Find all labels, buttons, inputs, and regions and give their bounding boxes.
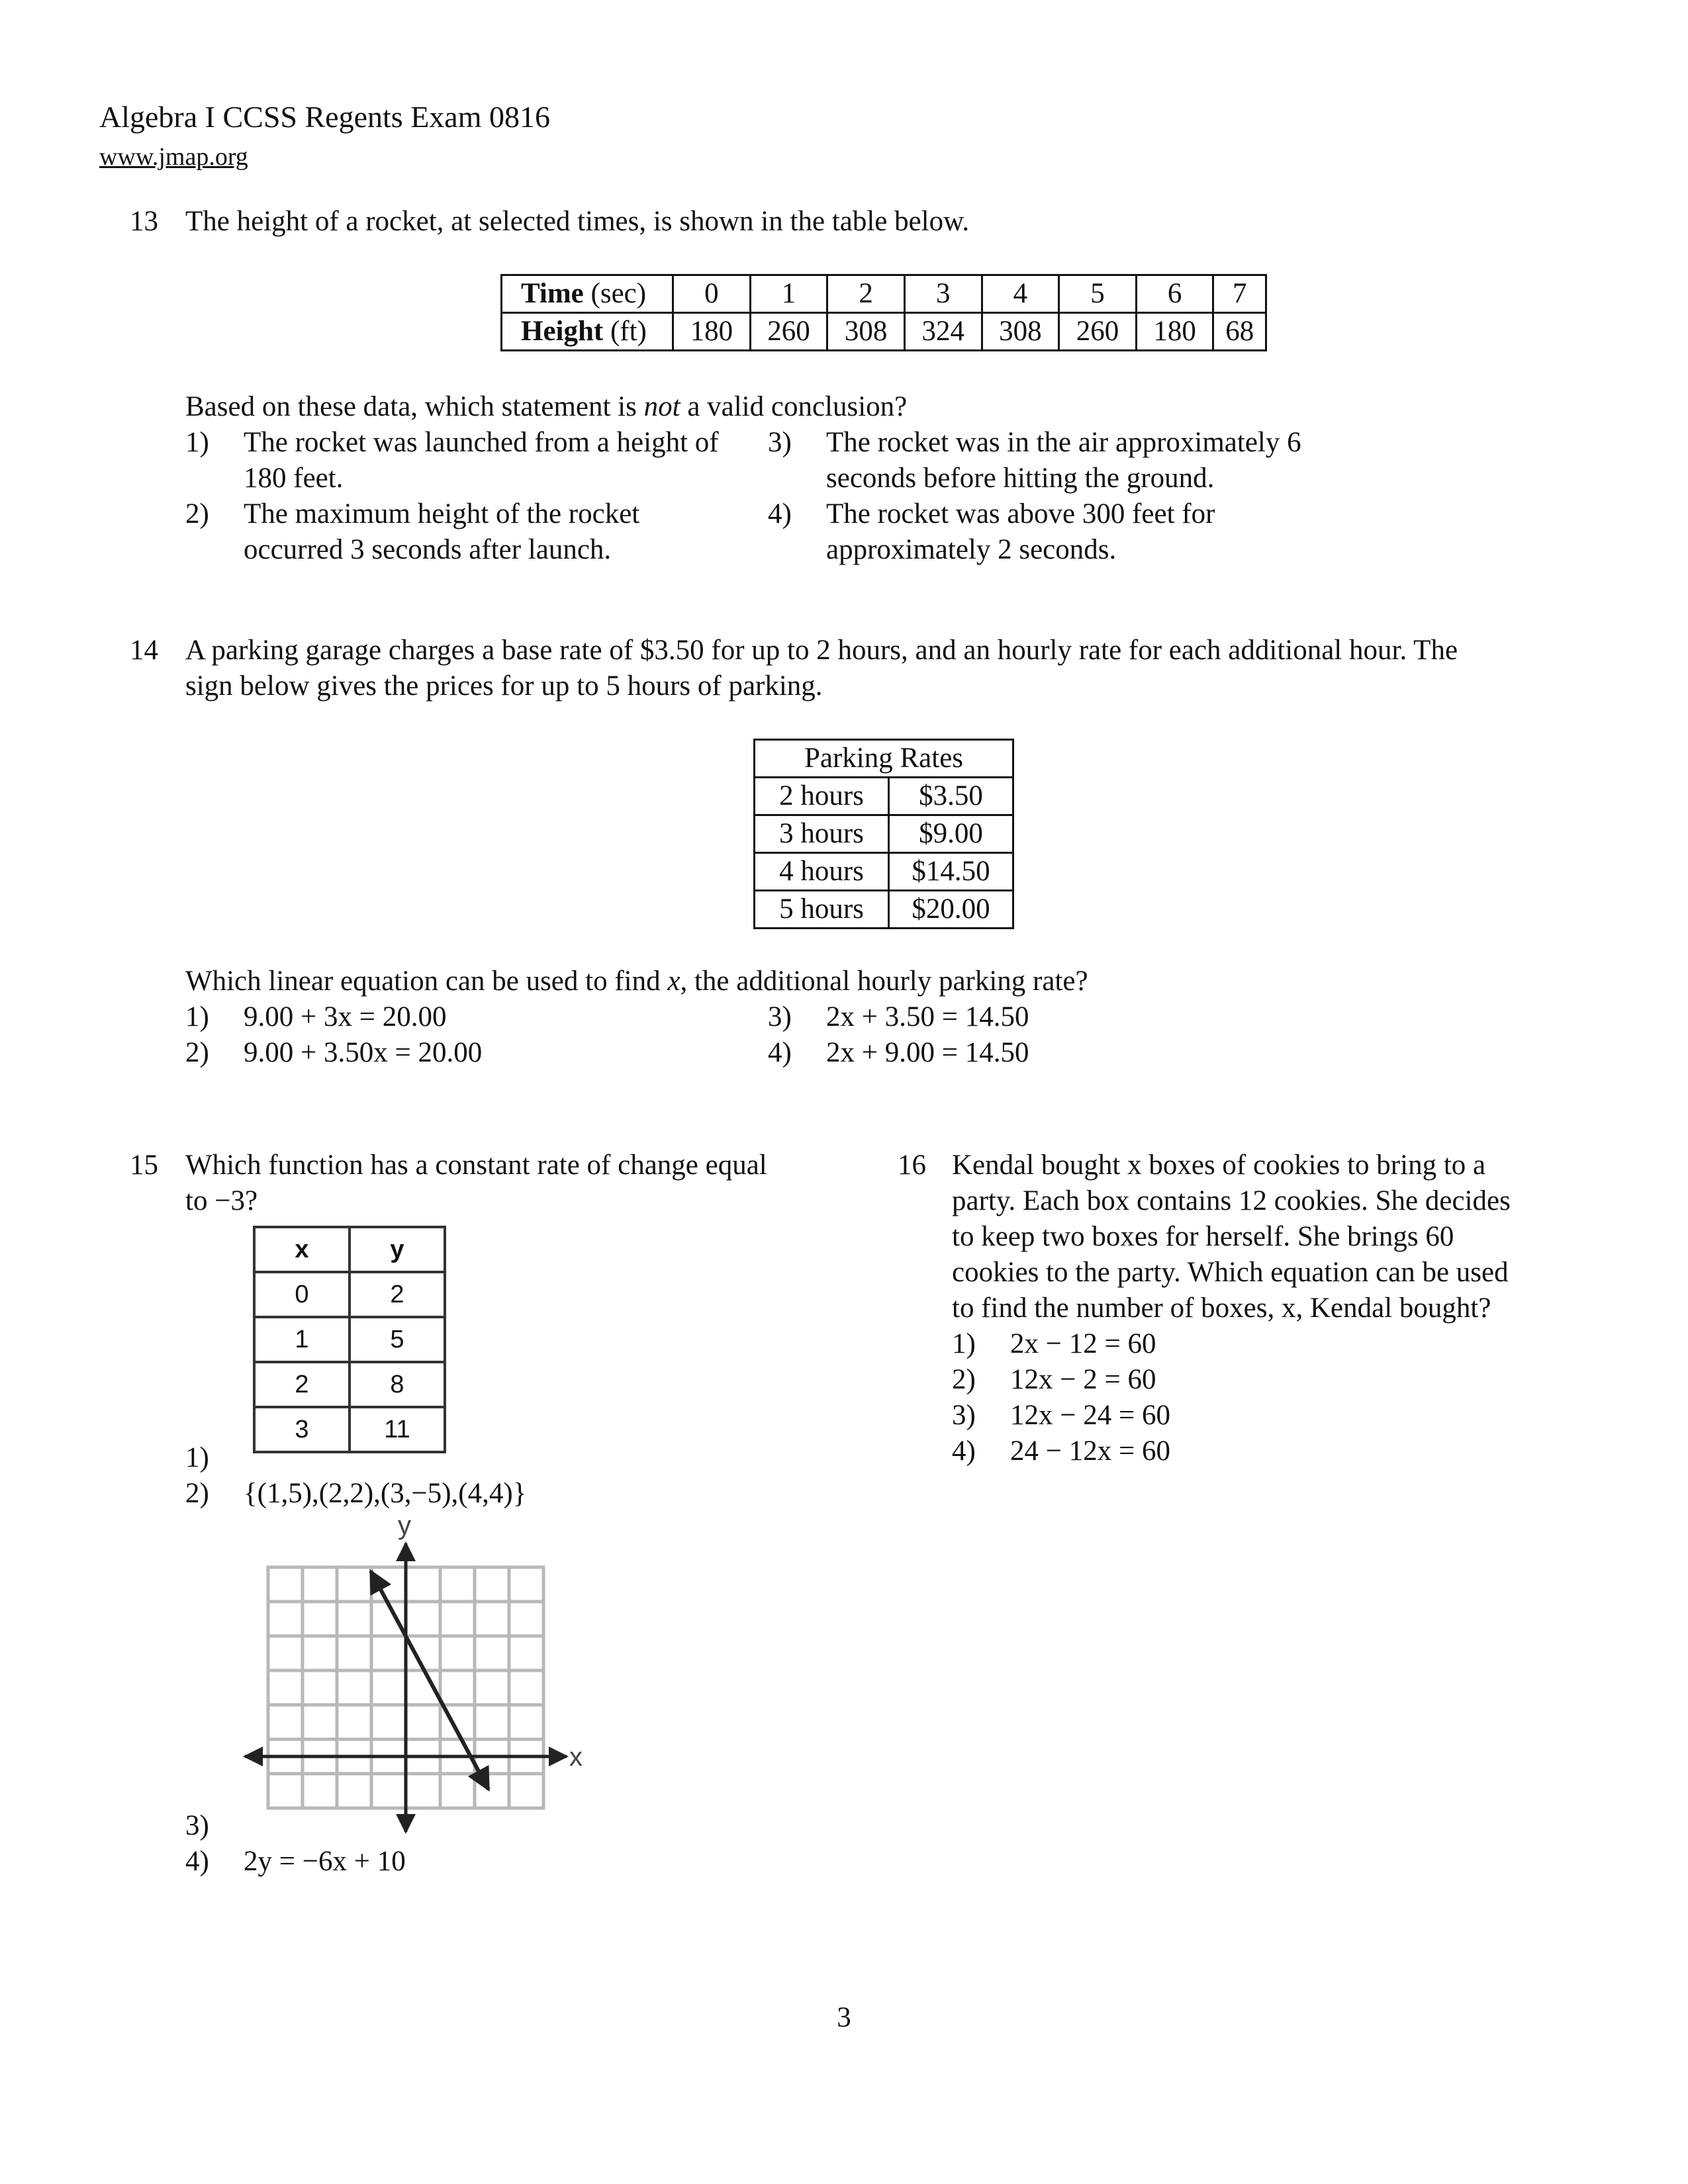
table-row: [755, 740, 1013, 778]
q15-choice-4: 2y = −6x + 10: [244, 1846, 406, 1877]
table-cell: $14.50: [889, 853, 1013, 891]
table-cell: 5: [350, 1317, 445, 1362]
table-row: [502, 275, 1266, 313]
table-cell: 6: [1136, 275, 1213, 313]
table-cell: $3.50: [889, 778, 1013, 815]
table-row: [755, 778, 1013, 815]
table-header-y: y: [350, 1227, 445, 1272]
table-cell: 0: [254, 1272, 350, 1317]
q14-choice-3: 2x + 3.50 = 14.50: [826, 1001, 1029, 1032]
q13-choice-3-line1: The rocket was in the air approximately 6: [826, 427, 1301, 458]
q16-choice-4-num: 4): [952, 1435, 976, 1467]
q16-choice-1: 2x − 12 = 60: [1010, 1328, 1156, 1359]
table-row: [755, 891, 1013, 929]
q16-choice-4: 24 − 12x = 60: [1010, 1435, 1171, 1467]
q15-choice-3-num: 3): [185, 1810, 209, 1841]
q13-choice-1-line2: 180 feet.: [244, 463, 344, 494]
q13-prompt: Based on these data, which statement is not a valid conclusion?: [185, 391, 908, 422]
x-axis-label: x: [569, 1743, 583, 1772]
table-cell: 68: [1213, 313, 1266, 351]
parking-rates-table: [753, 739, 1014, 929]
table-row: [254, 1227, 445, 1272]
q14-number: 14: [130, 635, 158, 666]
height-label: Height (ft): [502, 313, 673, 351]
table-cell: 3: [904, 275, 982, 313]
q14-stem-line1: A parking garage charges a base rate of $3.50 for up to 2 hours, and an hourly rate for each additional hour. The: [185, 635, 1458, 666]
table-cell: 308: [982, 313, 1059, 351]
q16-choice-2-num: 2): [952, 1364, 976, 1395]
q13-number: 13: [130, 206, 158, 237]
q16-choice-3: 12x − 24 = 60: [1010, 1400, 1171, 1431]
table-cell: 180: [673, 313, 751, 351]
q16-line-1: Kendal bought x boxes of cookies to bring to a: [952, 1150, 1486, 1181]
table-cell: 2: [827, 275, 905, 313]
table-cell: 2 hours: [755, 778, 889, 815]
table-header-x: x: [254, 1227, 350, 1272]
q13-choice-1-line1: The rocket was launched from a height of: [244, 427, 719, 458]
q13-choice-3-line2: seconds before hitting the ground.: [826, 463, 1215, 494]
q14-choice-2-num: 2): [185, 1037, 209, 1068]
table-cell: 3 hours: [755, 815, 889, 853]
q15-choice-4-num: 4): [185, 1846, 209, 1877]
table-cell: 5 hours: [755, 891, 889, 929]
q13-choice-2-num: 2): [185, 498, 209, 529]
q13-choice-1-num: 1): [185, 427, 209, 458]
table-row: [755, 815, 1013, 853]
q14-choice-1: 9.00 + 3x = 20.00: [244, 1001, 447, 1032]
table-row: [254, 1362, 445, 1407]
q15-line-graph: [238, 1508, 589, 1839]
table-cell: 180: [1136, 313, 1213, 351]
q13-choice-4-line2: approximately 2 seconds.: [826, 534, 1117, 565]
time-label: Time (sec): [502, 275, 673, 313]
q13-stem: The height of a rocket, at selected times, is shown in the table below.: [185, 206, 970, 237]
table-cell: 11: [350, 1407, 445, 1452]
q14-choice-1-num: 1): [185, 1001, 209, 1032]
q14-choice-3-num: 3): [768, 1001, 792, 1032]
table-cell: $9.00: [889, 815, 1013, 853]
q15-choice-2-num: 2): [185, 1478, 209, 1509]
table-cell: 2: [254, 1362, 350, 1407]
q15-choice-2: {(1,5),(2,2),(3,−5),(4,4)}: [244, 1478, 527, 1509]
q16-line-4: cookies to the party. Which equation can be used: [952, 1257, 1509, 1288]
table-cell: $20.00: [889, 891, 1013, 929]
q16-choice-3-num: 3): [952, 1400, 976, 1431]
table-cell: 4 hours: [755, 853, 889, 891]
q16-line-3: to keep two boxes for herself. She brings 60: [952, 1221, 1454, 1252]
table-cell: 5: [1059, 275, 1137, 313]
q14-choice-2: 9.00 + 3.50x = 20.00: [244, 1037, 483, 1068]
table-cell: 308: [827, 313, 905, 351]
table-cell: 2: [350, 1272, 445, 1317]
q15-number: 15: [130, 1150, 158, 1181]
q13-choice-2-line2: occurred 3 seconds after launch.: [244, 534, 612, 565]
q16-number: 16: [898, 1150, 926, 1181]
table-cell: 7: [1213, 275, 1266, 313]
table-row: [254, 1317, 445, 1362]
table-cell: 324: [904, 313, 982, 351]
parking-rates-title: Parking Rates: [755, 740, 1013, 778]
table-cell: 8: [350, 1362, 445, 1407]
table-row: [755, 853, 1013, 891]
q14-stem-line2: sign below gives the prices for up to 5 hours of parking.: [185, 670, 823, 702]
page-number: 3: [837, 2002, 851, 2033]
table-cell: 260: [1059, 313, 1137, 351]
q13-choice-3-num: 3): [768, 427, 792, 458]
table-cell: 1: [254, 1317, 350, 1362]
q16-line-5: to find the number of boxes, x, Kendal bought?: [952, 1293, 1491, 1324]
y-axis-label: y: [398, 1511, 411, 1540]
table-cell: 1: [750, 275, 827, 313]
site-link[interactable]: www.jmap.org: [99, 143, 248, 171]
q13-choice-4-num: 4): [768, 498, 792, 529]
q16-line-2: party. Each box contains 12 cookies. She decides: [952, 1185, 1511, 1216]
table-row: [254, 1407, 445, 1452]
q15-stem-line2: to −3?: [185, 1185, 258, 1216]
table-cell: 260: [750, 313, 827, 351]
q16-choice-2: 12x − 2 = 60: [1010, 1364, 1156, 1395]
q13-choice-2-line1: The maximum height of the rocket: [244, 498, 640, 529]
table-cell: 0: [673, 275, 751, 313]
rocket-table: [500, 274, 1267, 351]
q16-choice-1-num: 1): [952, 1328, 976, 1359]
table-row: [254, 1272, 445, 1317]
table-cell: 4: [982, 275, 1059, 313]
q15-choice-1-num: 1): [185, 1442, 209, 1473]
table-cell: 3: [254, 1407, 350, 1452]
table-row: [502, 313, 1266, 351]
q14-prompt: Which linear equation can be used to find x, the additional hourly parking rate?: [185, 966, 1088, 997]
exam-title: Algebra I CCSS Regents Exam 0816: [99, 100, 550, 134]
q14-choice-4: 2x + 9.00 = 14.50: [826, 1037, 1029, 1068]
q13-choice-4-line1: The rocket was above 300 feet for: [826, 498, 1215, 529]
q14-choice-4-num: 4): [768, 1037, 792, 1068]
q15-xy-table: [253, 1226, 446, 1453]
q15-stem-line1: Which function has a constant rate of change equal: [185, 1150, 767, 1181]
